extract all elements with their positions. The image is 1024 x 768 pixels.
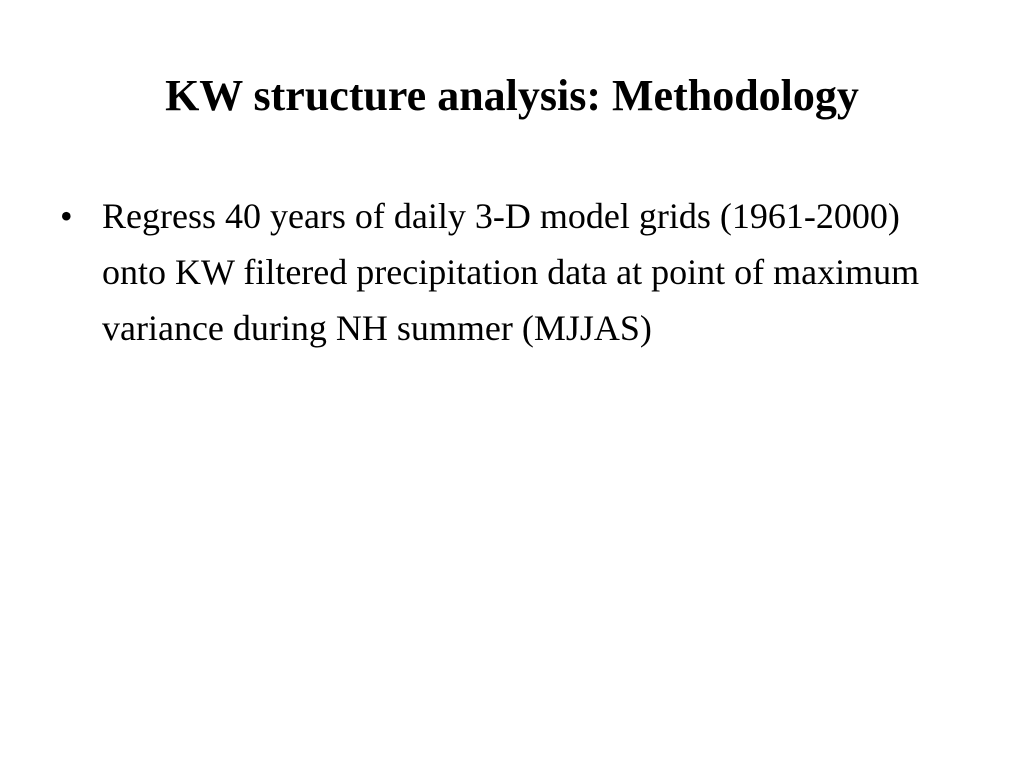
bullet-item xyxy=(60,188,960,356)
slide-title: KW structure analysis: Methodology xyxy=(165,71,859,120)
bullet-dot-icon: • xyxy=(60,196,73,236)
bullet-list xyxy=(60,188,960,356)
bullet-text: Regress 40 years of daily 3-D model grids (1961-2000) onto KW filtered precipitation data at point of maximum variance during NH summer (MJJAS) xyxy=(102,196,920,348)
